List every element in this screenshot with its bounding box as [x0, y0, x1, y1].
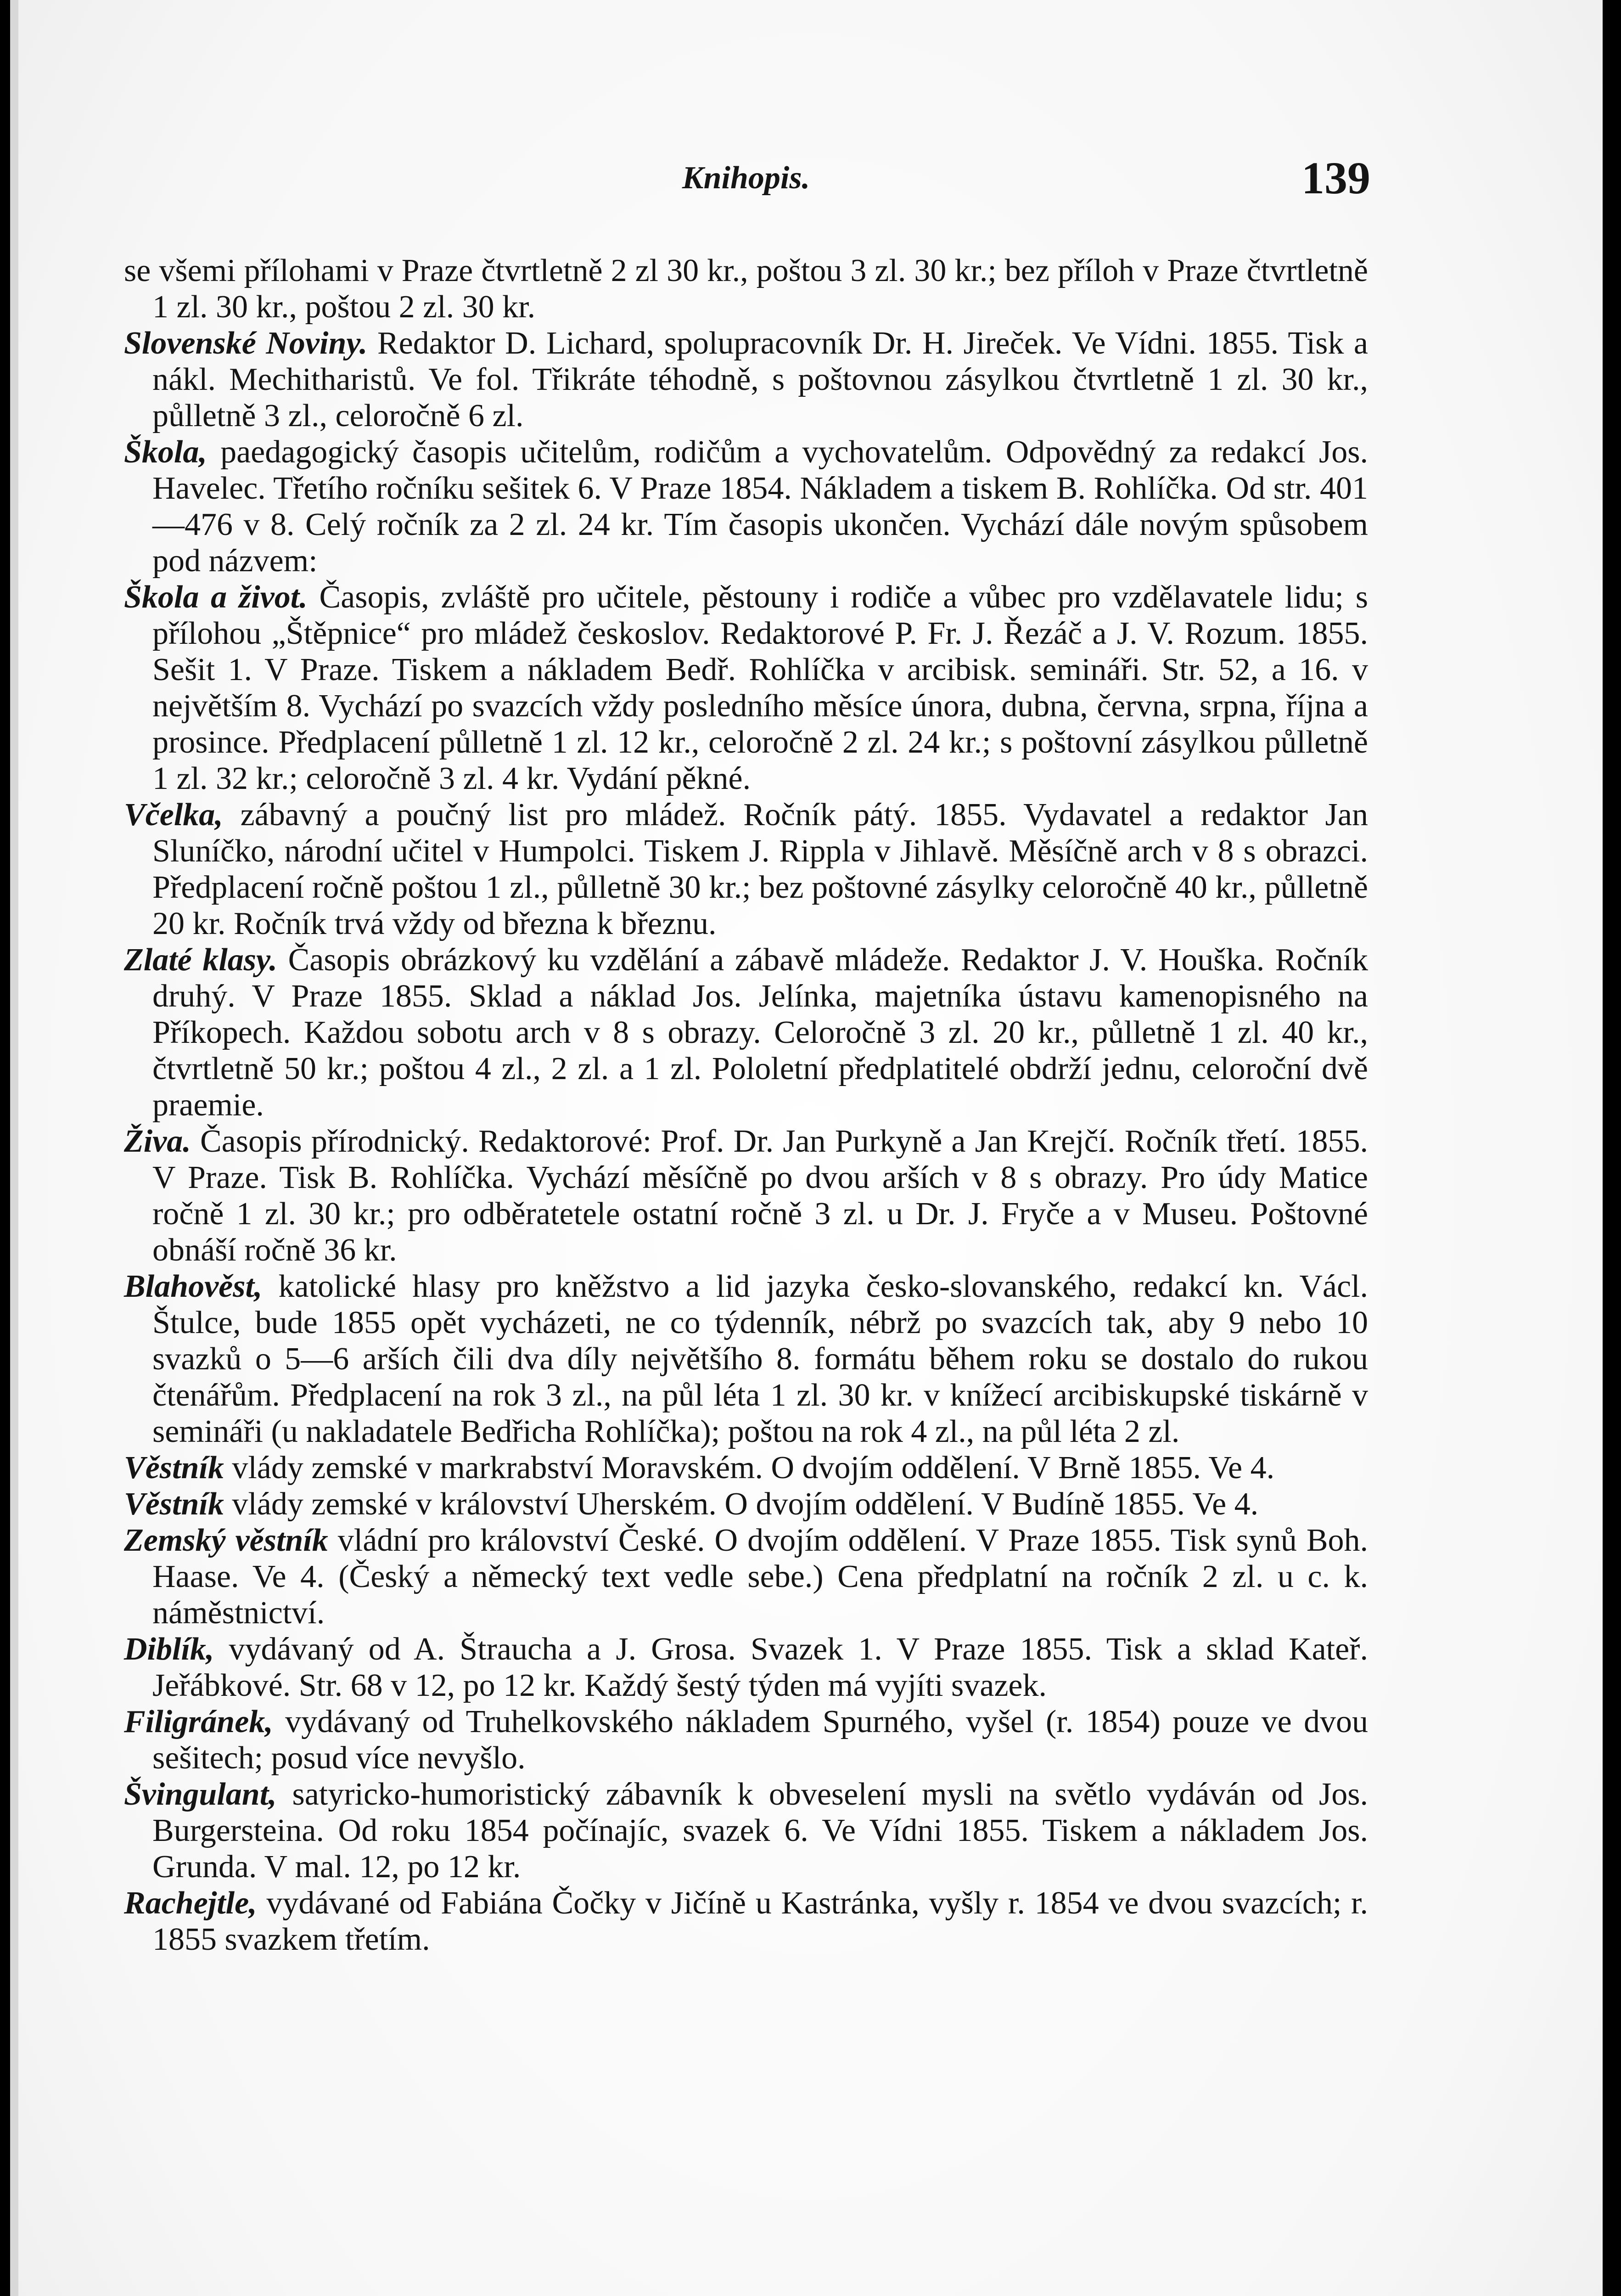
entry-title: Rachejtle,	[124, 1885, 257, 1921]
page-body	[124, 253, 1368, 1958]
entry-text: vlády zemské v království Uherském. O dvojím oddělení. V Budíně 1855. Ve 4.	[224, 1486, 1259, 1522]
entry-text: paedagogický časopis učitelům, rodičům a vychovatelům. Odpovědný za redakcí Jos. Havelec. Třetího ročníku sešitek 6. V Praze 1854. Nákladem a tiskem B. Rohlíčka. Od str. 401—476 v 8. Celý ročník za 2 zl. 24 kr. Tím časopis ukončen. Vychází dále novým spůsobem pod názvem:	[152, 434, 1368, 579]
entry-title: Blahověst,	[124, 1269, 263, 1304]
entry-text: vydávaný od A. Štraucha a J. Grosa. Svazek 1. V Praze 1855. Tisk a sklad Kateř. Jeřábkové. Str. 68 v 12, po 12 kr. Každý šestý týden má vyjíti svazek.	[152, 1632, 1368, 1703]
entry-blahovest	[124, 1268, 1368, 1450]
entry-vestnik-moravsky	[124, 1450, 1368, 1486]
entry-skola-a-zivot	[124, 579, 1368, 797]
entry-title: Věstník	[124, 1450, 224, 1486]
entry-title: Škola a život.	[124, 580, 308, 615]
entry-text: vládní pro království České. O dvojím oddělení. V Praze 1855. Tisk synů Boh. Haase. Ve 4. (Český a německý text vedle sebe.) Cena předplatní na ročník 2 zl. u c. k. náměstnictví.	[152, 1523, 1369, 1631]
entry-text: Časopis obrázkový ku vzdělání a zábavě mládeže. Redaktor J. V. Houška. Ročník druhý. V Praze 1855. Sklad a náklad Jos. Jelínka, majetníka ústavu kamenopisného na Příkopech. Každou sobotu arch v 8 s obrazy. Celoročně 3 zl. 20 kr., půlletně 1 zl. 40 kr., čtvrtletně 50 kr.; poštou 4 zl., 2 zl. a 1 zl. Pololetní předplatitelé obdrží jednu, celoroční dvě praemie.	[152, 942, 1368, 1123]
running-head: Knihopis.	[682, 160, 810, 196]
entry-title: Filigránek,	[124, 1704, 273, 1739]
entry-text: se všemi přílohami v Praze čtvrtletně 2 zl 30 kr., poštou 3 zl. 30 kr.; bez příloh v Praze čtvrtletně 1 zl. 30 kr., poštou 2 zl. 30 kr.	[124, 253, 1368, 325]
entry-title: Včelka,	[124, 797, 223, 833]
entry-title: Švingulant,	[124, 1777, 277, 1812]
entry-text: vydávaný od Truhelkovského nákladem Spurného, vyšel (r. 1854) pouze ve dvou sešitech; posud více nevyšlo.	[152, 1704, 1368, 1776]
entry-title: Diblík,	[124, 1632, 214, 1667]
entry-title: Slovenské Noviny.	[124, 326, 368, 361]
entry-skola	[124, 434, 1368, 579]
entry-ziva	[124, 1123, 1368, 1268]
entry-vcelka	[124, 797, 1368, 942]
scan-edge-left	[0, 0, 10, 2296]
entry-text: zábavný a poučný list pro mládež. Ročník pátý. 1855. Vydavatel a redaktor Jan Sluníčko, národní učitel v Humpolci. Tiskem J. Rippla v Jihlavě. Měsíčně arch v 8 s obrazci. Předplacení ročně poštou 1 zl., půlletně 30 kr.; bez poštovné zásylky celoročně 40 kr., půlletně 20 kr. Ročník trvá vždy od března k březnu.	[152, 797, 1368, 941]
entry-title: Zlaté klasy.	[124, 942, 277, 978]
entry-title: Zemský věstník	[124, 1523, 328, 1558]
entry-zemsky-vestnik	[124, 1522, 1368, 1631]
entry-diblik	[124, 1631, 1368, 1704]
entry-text: vydávané od Fabiána Čočky v Jičíně u Kastránka, vyšly r. 1854 ve dvou svazcích; r. 1855 svazkem třetím.	[152, 1885, 1368, 1957]
entry-text: Redaktor D. Lichard, spolupracovník Dr. H. Jireček. Ve Vídni. 1855. Tisk a nákl. Mechitharistů. Ve fol. Třikráte téhodně, s poštovnou zásylkou čtvrtletně 1 zl. 30 kr., půlletně 3 zl., celoročně 6 zl.	[152, 326, 1369, 433]
entry-text: katolické hlasy pro kněžstvo a lid jazyka česko-slovanského, redakcí kn. Václ. Štulce, bude 1855 opět vycházeti, ne co týdenník, nébrž po svazcích tak, aby 9 nebo 10 svazků o 5—6 arších čili dva díly největšího 8. formátu během roku se dostalo do rukou čtenářům. Předplacení na rok 3 zl., na půl léta 1 zl. 30 kr. v knížecí arcibiskupské tiskárně v semináři (u nakladatele Bedřicha Rohlíčka); poštou na rok 4 zl., na půl léta 2 zl.	[152, 1269, 1368, 1449]
scan-edge-right	[1603, 0, 1621, 2296]
entry-rachejtle	[124, 1885, 1368, 1958]
entry-text: satyricko-humoristický zábavník k obveselení mysli na světlo vydáván od Jos. Burgersteina. Od roku 1854 počínajíc, svazek 6. Ve Vídni 1855. Tiskem a nákladem Jos. Grunda. V mal. 12, po 12 kr.	[152, 1777, 1368, 1885]
entry-continuation	[124, 253, 1368, 325]
entry-filigranek	[124, 1704, 1368, 1776]
entry-title: Škola,	[124, 434, 207, 470]
entry-vestnik-uhersky	[124, 1486, 1368, 1522]
entry-text: Časopis, zvláště pro učitele, pěstouny i rodiče a vůbec pro vzdělavatele lidu; s přílohou „Štěpnice“ pro mládež českoslov. Redaktorové P. Fr. J. Řezáč a J. V. Rozum. 1855. Sešit 1. V Praze. Tiskem a nákladem Bedř. Rohlíčka v arcibisk. semináři. Str. 52, a 16. v největším 8. Vychází po svazcích vždy posledního měsíce února, dubna, června, srpna, října a prosince. Předplacení půlletně 1 zl. 12 kr., celoročně 2 zl. 24 kr.; s poštovní zásylkou půlletně 1 zl. 32 kr.; celoročně 3 zl. 4 kr. Vydání pěkné.	[152, 580, 1368, 796]
scan-edge-strip	[10, 0, 18, 2296]
entry-slovenske-noviny	[124, 325, 1368, 434]
entry-text: Časopis přírodnický. Redaktorové: Prof. Dr. Jan Purkyně a Jan Krejčí. Ročník třetí. 1855. V Praze. Tisk B. Rohlíčka. Vychází měsíčně po dvou arších v 8 s obrazy. Pro údy Matice ročně 1 zl. 30 kr.; pro odběratetele ostatní ročně 3 zl. u Dr. J. Fryče a v Museu. Poštovné obnáší ročně 36 kr.	[152, 1124, 1368, 1268]
page-header	[122, 152, 1370, 207]
entry-title: Živa.	[124, 1124, 191, 1159]
page-number: 139	[1301, 152, 1370, 203]
entry-title: Věstník	[124, 1486, 224, 1522]
entry-svingulant	[124, 1776, 1368, 1885]
entry-text: vlády zemské v markrabství Moravském. O dvojím oddělení. V Brně 1855. Ve 4.	[224, 1450, 1275, 1486]
entry-zlate-klasy	[124, 942, 1368, 1123]
